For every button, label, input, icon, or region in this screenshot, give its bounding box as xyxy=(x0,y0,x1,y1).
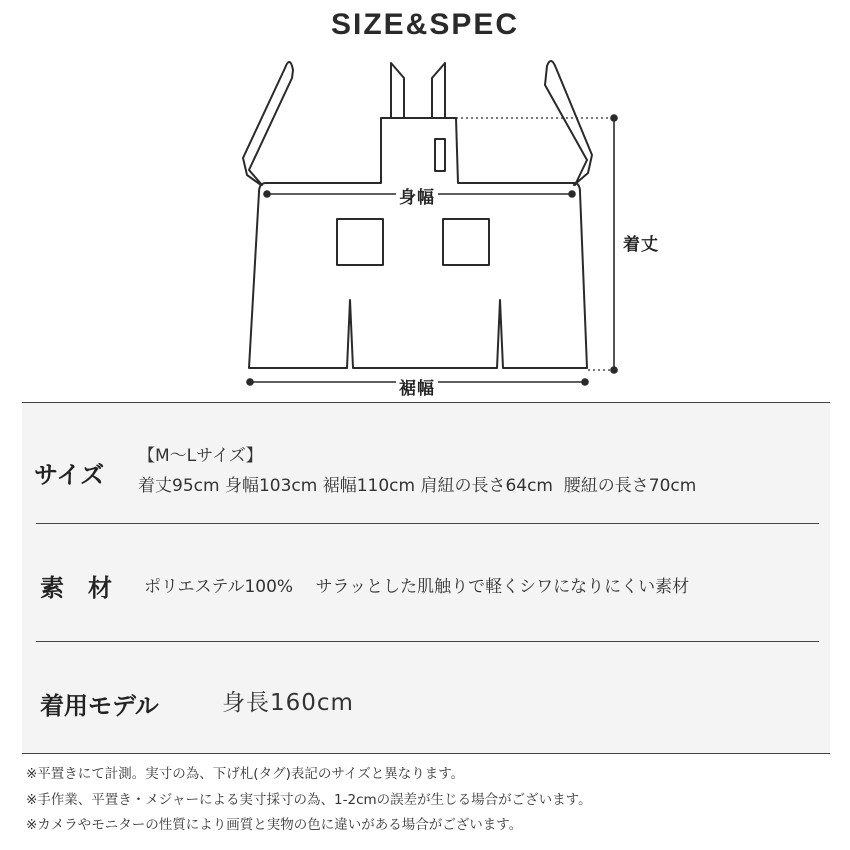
hem-width-label: 裾幅 xyxy=(396,374,438,399)
size-detail: 着丈95cm 身幅103cm 裾幅110cm 肩紐の長さ64cm 腰紐の長さ70cm xyxy=(138,476,697,496)
right-pocket xyxy=(443,219,489,265)
right-strap xyxy=(545,61,592,185)
apron-outline xyxy=(249,118,587,368)
material-text: ポリエステル100% サラッとした肌触りで軽くシワになりにくい素材 xyxy=(144,577,690,597)
row-divider xyxy=(36,523,819,524)
note-item: ※手作業、平置き・メジャーによる実寸採寸の為、1-2cmの誤差が生じる場合がございます。 xyxy=(26,791,592,808)
left-pocket xyxy=(337,219,383,265)
size-heading: 【M〜Lサイズ】 xyxy=(138,446,263,466)
spec-table xyxy=(22,402,830,754)
model-label: 着用モデル xyxy=(40,692,159,720)
note-item: ※カメラやモニターの性質により画質と実物の色に違いがある場合がございます。 xyxy=(26,817,523,833)
model-text: 身長160cm xyxy=(222,690,354,716)
note-item: ※平置きにて計測。実寸の為、下げ札(タグ)表記のサイズと異なります。 xyxy=(26,766,465,782)
size-label: サイズ xyxy=(34,461,105,489)
notes xyxy=(26,762,592,839)
chest-pocket xyxy=(435,139,445,171)
page-title: SIZE&SPEC xyxy=(330,8,520,41)
neck-strap-left xyxy=(391,63,404,118)
material-label: 素 材 xyxy=(40,574,112,602)
length-label: 着丈 xyxy=(620,230,662,255)
neck-strap-right xyxy=(432,63,445,118)
length-measure xyxy=(456,115,617,373)
body-width-label: 身幅 xyxy=(396,183,438,208)
row-divider xyxy=(36,641,819,642)
left-strap xyxy=(243,62,293,185)
